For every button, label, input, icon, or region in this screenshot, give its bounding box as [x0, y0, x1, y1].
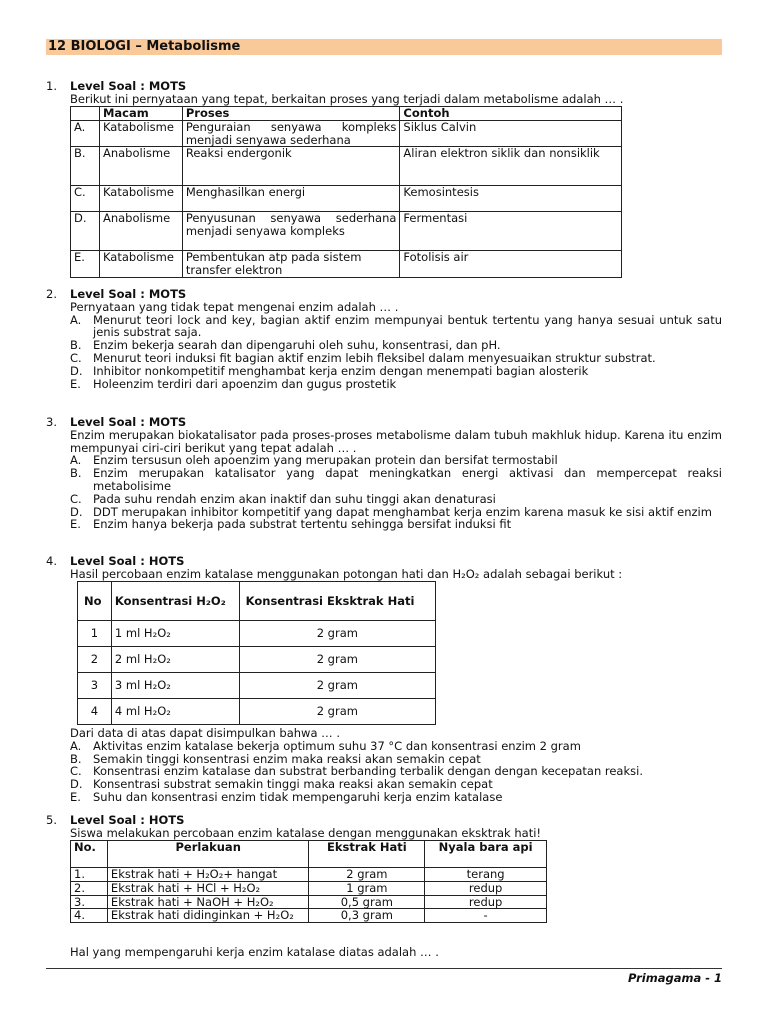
table-cell: 1. — [71, 868, 108, 882]
table-row — [71, 881, 547, 895]
table-cell: 0,5 gram — [309, 895, 425, 909]
option-letter: E. — [70, 789, 81, 804]
option-letter: B. — [70, 466, 82, 481]
table-cell: D. — [71, 212, 100, 251]
footer-divider — [46, 968, 722, 969]
table-cell: 1 ml H₂O₂ — [111, 621, 239, 647]
table-cell: 4. — [71, 909, 108, 923]
table-row — [71, 186, 622, 212]
table-cell: redup — [425, 895, 547, 909]
option-letter: A. — [70, 453, 82, 468]
table-header-cell: Proses — [182, 107, 400, 121]
option-text: Enzim tersusun oleh apoenzim yang merupakan protein dan bersifat termostabil — [93, 453, 558, 468]
table-cell: Ekstrak hati + H₂O₂+ hangat — [107, 868, 309, 882]
question-2 — [46, 288, 722, 390]
table-cell: 2 gram — [239, 699, 435, 725]
table-cell: 4 ml H₂O₂ — [111, 699, 239, 725]
table-row — [71, 868, 547, 882]
option-letter: D. — [70, 363, 83, 378]
table-header-cell: Macam — [99, 107, 182, 121]
option-a — [70, 314, 722, 340]
table-header-cell: No. — [71, 841, 108, 868]
table-cell: Menghasilkan energi — [182, 186, 400, 212]
table-cell: terang — [425, 868, 547, 882]
table-cell: 1 gram — [309, 881, 425, 895]
option-e — [70, 378, 722, 391]
table-cell: redup — [425, 881, 547, 895]
option-letter: B. — [70, 338, 82, 353]
option-letter: E. — [70, 376, 81, 391]
option-text: Pada suhu rendah enzim akan inaktif dan suhu tinggi akan denaturasi — [93, 491, 496, 506]
table-cell: 2 gram — [239, 673, 435, 699]
table-header-row — [78, 582, 436, 621]
table-cell: E. — [71, 251, 100, 278]
table-row — [78, 621, 436, 647]
table-cell: 3 — [78, 673, 112, 699]
option-letter: A. — [70, 312, 82, 327]
table-cell: 1 — [78, 621, 112, 647]
table-cell: Ekstrak hati + NaOH + H₂O₂ — [107, 895, 309, 909]
table-cell: Katabolisme — [99, 251, 182, 278]
question-number: 2. — [46, 287, 57, 301]
table-header-cell: Perlakuan — [107, 841, 309, 868]
table-cell: Ekstrak hati + HCl + H₂O₂ — [107, 881, 309, 895]
question-number: 5. — [46, 813, 57, 827]
option-letter: C. — [70, 491, 82, 506]
table-header-cell: Konsentrasi Eksktrak Hati — [239, 582, 435, 621]
table-cell: Anabolisme — [99, 212, 182, 251]
question-level: Level Soal : MOTS — [70, 287, 187, 301]
table-header-cell: Nyala bara api — [425, 841, 547, 868]
option-e — [70, 518, 722, 531]
question-5-followup — [46, 946, 722, 959]
option-text: DDT merupakan inhibitor kompetitif yang dapat menghambat kerja enzim karena masuk ke sisi aktif enzim — [93, 504, 712, 519]
option-text: Aktivitas enzim katalase bekerja optimum suhu 37 °C dan konsentrasi enzim 2 gram — [93, 738, 581, 753]
table-cell: Fotolisis air — [400, 251, 622, 278]
table-header-row — [71, 841, 547, 868]
question-stem: Berikut ini pernyataan yang tepat, berkaitan proses yang terjadi dalam metabolisme adalah … . — [70, 91, 624, 106]
table-cell: Kemosintesis — [400, 186, 622, 212]
table-cell: - — [425, 909, 547, 923]
table-cell: 2 — [78, 647, 112, 673]
table-cell: Penyusunan senyawa sederhana menjadi senyawa kompleks — [182, 212, 400, 251]
question-5 — [46, 814, 722, 840]
page-footer: Primagama - 1 — [628, 971, 722, 985]
table-cell: Katabolisme — [99, 186, 182, 212]
question-number: 3. — [46, 415, 57, 429]
option-letter: B. — [70, 751, 82, 766]
option-text: Enzim merupakan katalisator yang dapat meningkatkan energi aktivasi dan mempercepat reaksi metabolisime — [93, 466, 722, 493]
question-followup: Dari data di atas dapat disimpulkan bahwa … . — [70, 726, 340, 740]
question-1 — [46, 80, 722, 106]
question-4-answers — [46, 727, 722, 804]
table-cell: Siklus Calvin — [400, 120, 622, 147]
q1-table — [70, 106, 622, 278]
question-number: 1. — [46, 79, 57, 93]
table-header-cell: Konsentrasi H₂O₂ — [111, 582, 239, 621]
option-letter: D. — [70, 777, 83, 792]
option-e — [70, 791, 722, 804]
table-cell: C. — [71, 186, 100, 212]
question-stem: Siswa melakukan percobaan enzim katalase dengan menggunakan eksktrak hati! — [70, 825, 542, 840]
question-level: Level Soal : HOTS — [70, 554, 185, 568]
q5-table — [70, 840, 547, 923]
table-header-cell: Ekstrak Hati — [309, 841, 425, 868]
table-cell: 3. — [71, 895, 108, 909]
table-cell: Aliran elektron siklik dan nonsiklik — [400, 147, 622, 186]
table-cell: Reaksi endergonik — [182, 147, 400, 186]
table-row — [71, 212, 622, 251]
table-cell: 0,3 gram — [309, 909, 425, 923]
table-header-row — [71, 107, 622, 121]
table-cell: 4 — [78, 699, 112, 725]
table-row — [71, 251, 622, 278]
table-row — [71, 895, 547, 909]
table-header-cell: No — [78, 582, 112, 621]
option-letter: E. — [70, 517, 81, 532]
table-cell: Fermentasi — [400, 212, 622, 251]
option-text: Enzim bekerja searah dan dipengaruhi oleh suhu, konsentrasi, dan pH. — [93, 338, 501, 353]
table-cell: Penguraian senyawa kompleks menjadi senyawa sederhana — [182, 120, 400, 147]
option-text: Menurut teori induksi fit bagian aktif enzim lebih fleksibel dalam menyesuaikan struktur substrat. — [93, 350, 656, 365]
q4-table — [77, 581, 436, 725]
table-row — [71, 147, 622, 186]
option-text: Holeenzim terdiri dari apoenzim dan gugus prostetik — [93, 376, 397, 391]
question-stem: Pernyataan yang tidak tepat mengenai enzim adalah … . — [70, 299, 399, 314]
table-cell: 2. — [71, 881, 108, 895]
option-text: Inhibitor nonkompetitif menghambat kerja enzim dengan menempati bagian alosterik — [93, 363, 589, 378]
table-cell: 2 ml H₂O₂ — [111, 647, 239, 673]
table-cell: Pembentukan atp pada sistem transfer elektron — [182, 251, 400, 278]
page-header: 12 BIOLOGI – Metabolisme — [46, 39, 722, 55]
table-cell: Katabolisme — [99, 120, 182, 147]
table-cell: 3 ml H₂O₂ — [111, 673, 239, 699]
table-cell: 2 gram — [309, 868, 425, 882]
option-letter: C. — [70, 350, 82, 365]
table-cell: Ekstrak hati didinginkan + H₂O₂ — [107, 909, 309, 923]
option-text: Konsentrasi enzim katalase dan substrat berbanding terbalik dengan dengan kecepatan reaksi. — [93, 764, 643, 779]
question-level: Level Soal : MOTS — [70, 415, 187, 429]
question-level: Level Soal : HOTS — [70, 813, 185, 827]
option-letter: C. — [70, 764, 82, 779]
table-header-cell: Contoh — [400, 107, 622, 121]
option-b — [70, 467, 722, 493]
table-header-cell — [71, 107, 100, 121]
table-cell: 2 gram — [239, 621, 435, 647]
question-stem: Enzim merupakan biokatalisator pada proses-proses metabolisme dalam tubuh makhluk hidup. Karena itu enzim mempunyai ciri-ciri berikut yang tepat adalah … . — [70, 427, 722, 455]
option-text: Suhu dan konsentrasi enzim tidak mempengaruhi kerja enzim katalase — [93, 789, 503, 804]
option-text: Semakin tinggi konsentrasi enzim maka reaksi akan semakin cepat — [93, 751, 481, 766]
question-level: Level Soal : MOTS — [70, 79, 187, 93]
table-row — [71, 120, 622, 147]
table-row — [78, 647, 436, 673]
table-row — [71, 909, 547, 923]
table-cell: Anabolisme — [99, 147, 182, 186]
question-number: 4. — [46, 554, 57, 568]
table-cell: 2 gram — [239, 647, 435, 673]
table-cell: B. — [71, 147, 100, 186]
question-followup: Hal yang mempengaruhi kerja enzim katalase diatas adalah … . — [70, 945, 439, 959]
table-row — [78, 699, 436, 725]
option-text: Menurut teori lock and key, bagian aktif enzim mempunyai bentuk tertentu yang hanya sesuai untuk satu jenis substrat saja. — [93, 312, 722, 340]
option-letter: D. — [70, 504, 83, 519]
option-text: Enzim hanya bekerja pada substrat tertentu sehingga bersifat induksi fit — [93, 517, 512, 532]
table-row — [78, 673, 436, 699]
question-3 — [46, 416, 722, 531]
option-letter: A. — [70, 738, 82, 753]
option-text: Konsentrasi substrat semakin tinggi maka reaksi akan semakin cepat — [93, 777, 493, 792]
table-cell: A. — [71, 120, 100, 147]
question-stem: Hasil percobaan enzim katalase menggunakan potongan hati dan H₂O₂ adalah sebagai berikut : — [70, 566, 623, 581]
question-4 — [46, 555, 722, 581]
